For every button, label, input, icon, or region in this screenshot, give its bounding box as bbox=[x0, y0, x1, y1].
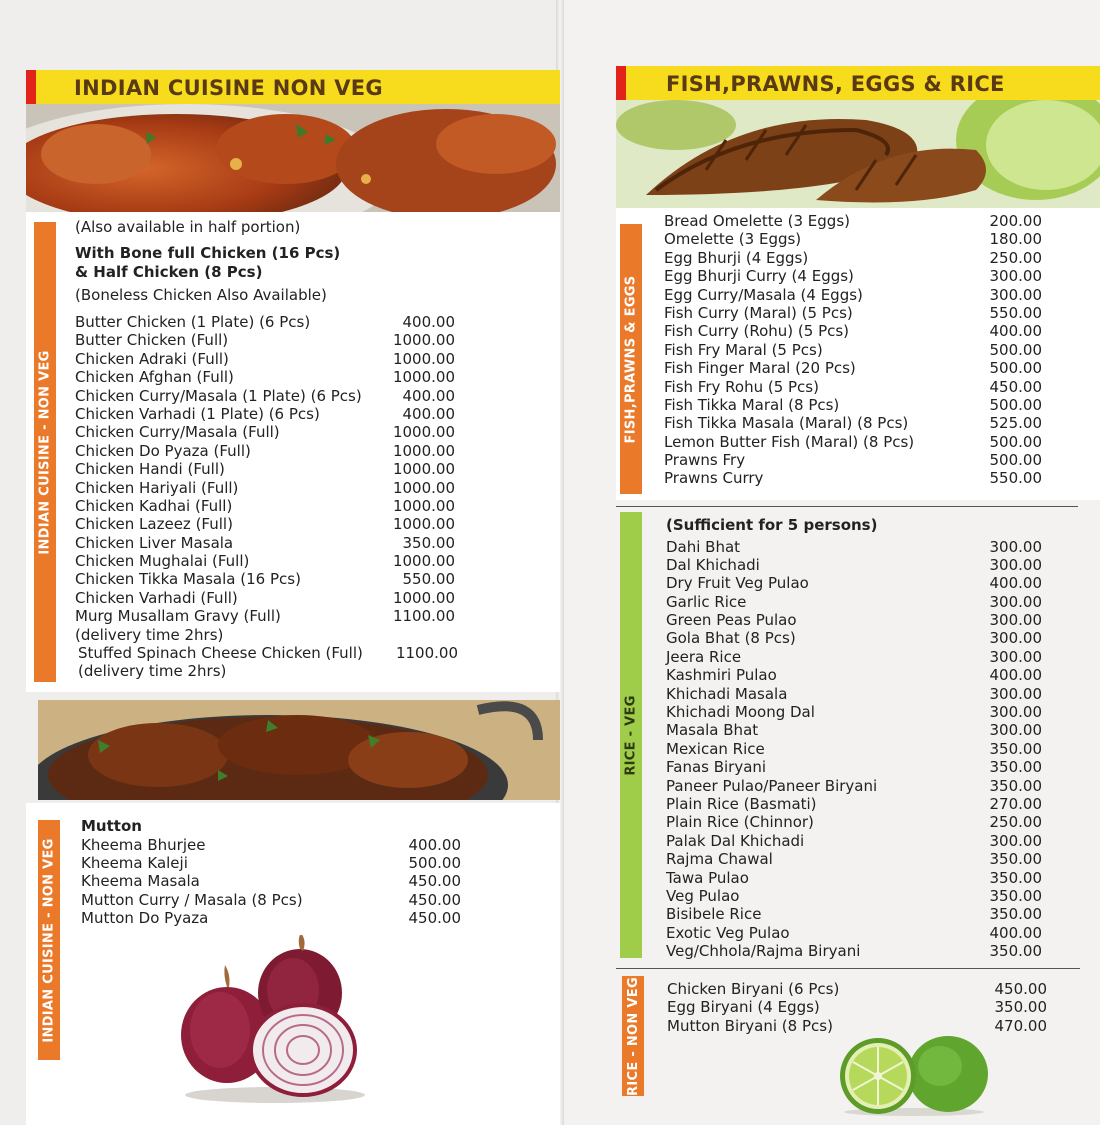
menu-item-row bbox=[664, 469, 1064, 487]
menu-item-row bbox=[75, 607, 475, 625]
menu-item-name: Chicken Lazeez (Full) bbox=[75, 515, 233, 534]
menu-item-price: 270.00 bbox=[989, 794, 1042, 813]
menu-item-name: Chicken Tikka Masala (16 Pcs) bbox=[75, 570, 301, 589]
menu-item-name: Plain Rice (Chinnor) bbox=[666, 813, 814, 832]
menu-item-row bbox=[664, 304, 1064, 322]
menu-item-row bbox=[664, 359, 1064, 377]
side-tab-label: RICE - NON VEG bbox=[625, 976, 641, 1096]
menu-item-name: Chicken Biryani (6 Pcs) bbox=[667, 980, 840, 998]
menu-item-row bbox=[81, 872, 481, 890]
menu-item-price: 400.00 bbox=[408, 835, 461, 854]
menu-item-name: Prawns Curry bbox=[664, 469, 764, 488]
menu-item-price: 350.00 bbox=[989, 868, 1042, 887]
menu-item-row bbox=[75, 515, 475, 533]
menu-item-row bbox=[666, 942, 1066, 960]
menu-item-name: Chicken Varhadi (1 Plate) (6 Pcs) bbox=[75, 404, 320, 423]
side-tab-label: INDIAN CUISINE - NON VEG bbox=[37, 349, 53, 555]
menu-item-price: 1000.00 bbox=[392, 331, 455, 350]
menu-item-row bbox=[666, 538, 1066, 556]
menu-item-name: Chicken Adraki (Full) bbox=[75, 349, 229, 368]
menu-item-price: 1000.00 bbox=[392, 515, 455, 534]
menu-item-name: Murg Musallam Gravy (Full) bbox=[75, 607, 281, 626]
menu-item-row bbox=[666, 593, 1066, 611]
menu-item-name: Lemon Butter Fish (Maral) (8 Pcs) bbox=[664, 432, 915, 451]
menu-item-price: 300.00 bbox=[989, 611, 1042, 630]
menu-item-row bbox=[666, 924, 1066, 942]
menu-item-price: 500.00 bbox=[989, 340, 1042, 359]
menu-item-row bbox=[666, 758, 1066, 776]
banner-indian-cuisine bbox=[26, 70, 560, 104]
menu-item-price: 1000.00 bbox=[392, 496, 455, 515]
menu-item-price: 300.00 bbox=[989, 703, 1042, 722]
menu-item-price: 350.00 bbox=[989, 758, 1042, 777]
divider-rice-nonveg bbox=[616, 968, 1080, 969]
menu-item-price: 300.00 bbox=[989, 684, 1042, 703]
menu-item-price: 350.00 bbox=[994, 998, 1047, 1017]
banner-fish-rice bbox=[616, 66, 1100, 100]
menu-item-name: Prawns Fry bbox=[664, 451, 746, 470]
menu-item-name: Chicken Handi (Full) bbox=[75, 460, 225, 479]
mutton-heading: Mutton bbox=[81, 817, 142, 835]
menu-item-row bbox=[664, 341, 1064, 359]
menu-item-row bbox=[664, 322, 1064, 340]
menu-item-price: 400.00 bbox=[989, 322, 1042, 341]
side-tab-rice-nonveg bbox=[622, 976, 644, 1096]
menu-item-price: 1000.00 bbox=[392, 349, 455, 368]
menu-item-row bbox=[664, 451, 1064, 469]
menu-item-row bbox=[666, 648, 1066, 666]
menu-item-price: 400.00 bbox=[989, 574, 1042, 593]
onions-illustration bbox=[175, 935, 380, 1105]
menu-item-price: 500.00 bbox=[989, 395, 1042, 414]
menu-item-name: Fish Fry Rohu (5 Pcs) bbox=[664, 377, 819, 396]
menu-item-price: 550.00 bbox=[402, 570, 455, 589]
menu-item-row bbox=[666, 905, 1066, 923]
menu-item-row bbox=[666, 685, 1066, 703]
menu-item-price: 1100.00 bbox=[392, 607, 455, 626]
menu-item-price: 400.00 bbox=[989, 666, 1042, 685]
banner-title: FISH,PRAWNS, EGGS & RICE bbox=[666, 72, 1005, 96]
menu-item-price: 450.00 bbox=[408, 890, 461, 909]
menu-item-price: 250.00 bbox=[989, 813, 1042, 832]
side-tab-label: RICE - VEG bbox=[623, 694, 639, 776]
menu-item-price: 300.00 bbox=[989, 555, 1042, 574]
menu-item-row bbox=[666, 740, 1066, 758]
side-tab-fish bbox=[620, 224, 642, 494]
chicken-menu-list bbox=[75, 218, 475, 681]
menu-item-price: 1000.00 bbox=[392, 460, 455, 479]
menu-item-row bbox=[78, 662, 475, 680]
menu-item-row bbox=[667, 980, 1067, 998]
menu-item-row bbox=[75, 460, 475, 478]
menu-item-price: 500.00 bbox=[989, 451, 1042, 470]
menu-item-name: Masala Bhat bbox=[666, 721, 759, 740]
menu-item-name: (delivery time 2hrs) bbox=[75, 625, 224, 644]
menu-item-price: 450.00 bbox=[408, 872, 461, 891]
menu-item-row bbox=[81, 909, 481, 927]
menu-item-price: 525.00 bbox=[989, 414, 1042, 433]
chicken-curry-photo bbox=[26, 104, 560, 212]
side-tab-rice-veg bbox=[620, 512, 642, 958]
menu-item-name: Chicken Do Pyaza (Full) bbox=[75, 441, 251, 460]
menu-item-row bbox=[666, 887, 1066, 905]
menu-item-price: 350.00 bbox=[989, 850, 1042, 869]
menu-item-row bbox=[75, 497, 475, 515]
menu-item-name: Fish Fry Maral (5 Pcs) bbox=[664, 340, 823, 359]
menu-item-name: Rajma Chawal bbox=[666, 850, 773, 869]
menu-item-name: Chicken Kadhai (Full) bbox=[75, 496, 233, 515]
menu-item-name: Green Peas Pulao bbox=[666, 611, 797, 630]
menu-item-name: Fish Tikka Masala (Maral) (8 Pcs) bbox=[664, 414, 909, 433]
menu-item-name: Kheema Kaleji bbox=[81, 853, 188, 872]
menu-item-name: Tawa Pulao bbox=[666, 868, 749, 887]
menu-item-name: Fanas Biryani bbox=[666, 758, 767, 777]
menu-item-row bbox=[664, 267, 1064, 285]
menu-item-price: 350.00 bbox=[989, 776, 1042, 795]
menu-item-name: Garlic Rice bbox=[666, 592, 747, 611]
menu-item-row bbox=[666, 777, 1066, 795]
menu-item-name: Mutton Curry / Masala (8 Pcs) bbox=[81, 890, 303, 909]
menu-item-row bbox=[666, 795, 1066, 813]
menu-item-row bbox=[664, 378, 1064, 396]
mutton-menu-list bbox=[81, 817, 481, 927]
menu-item-row bbox=[75, 570, 475, 588]
menu-item-name: Chicken Liver Masala bbox=[75, 533, 234, 552]
menu-item-row bbox=[75, 479, 475, 497]
menu-item-row bbox=[75, 423, 475, 441]
menu-item-name: Stuffed Spinach Cheese Chicken (Full) bbox=[78, 644, 363, 663]
menu-item-price: 450.00 bbox=[989, 377, 1042, 396]
menu-item-price: 250.00 bbox=[989, 248, 1042, 267]
menu-item-name: Veg/Chhola/Rajma Biryani bbox=[666, 942, 861, 961]
menu-item-name: Fish Tikka Maral (8 Pcs) bbox=[664, 395, 840, 414]
rice-veg-heading: (Sufficient for 5 persons) bbox=[666, 516, 878, 534]
mutton-items bbox=[81, 836, 481, 928]
menu-item-row bbox=[666, 574, 1066, 592]
menu-item-price: 350.00 bbox=[989, 905, 1042, 924]
menu-item-price: 550.00 bbox=[989, 469, 1042, 488]
menu-item-row bbox=[666, 869, 1066, 887]
fish-menu-list bbox=[664, 212, 1064, 488]
menu-item-row bbox=[664, 212, 1064, 230]
menu-item-row bbox=[81, 891, 481, 909]
menu-item-name: Egg Curry/Masala (4 Eggs) bbox=[664, 285, 863, 304]
menu-item-row bbox=[666, 629, 1066, 647]
menu-item-name: Fish Finger Maral (20 Pcs) bbox=[664, 359, 856, 378]
menu-item-price: 300.00 bbox=[989, 831, 1042, 850]
menu-item-row bbox=[666, 832, 1066, 850]
menu-item-name: Plain Rice (Basmati) bbox=[666, 794, 817, 813]
side-tab-label: INDIAN CUISINE - NON VEG bbox=[41, 837, 57, 1043]
menu-item-price: 550.00 bbox=[989, 303, 1042, 322]
menu-item-row bbox=[664, 249, 1064, 267]
menu-item-name: Paneer Pulao/Paneer Biryani bbox=[666, 776, 878, 795]
fish-items bbox=[664, 212, 1064, 488]
menu-item-name: Dal Khichadi bbox=[666, 555, 760, 574]
divider-fish-rice bbox=[616, 506, 1078, 507]
menu-item-price: 350.00 bbox=[989, 886, 1042, 905]
menu-item-row bbox=[75, 405, 475, 423]
menu-item-price: 400.00 bbox=[402, 404, 455, 423]
menu-item-price: 470.00 bbox=[994, 1016, 1047, 1035]
menu-item-name: Egg Biryani (4 Eggs) bbox=[667, 998, 820, 1017]
banner-red-accent bbox=[26, 70, 36, 104]
boneless-note: (Boneless Chicken Also Available) bbox=[75, 286, 327, 304]
fish-fry-photo bbox=[616, 100, 1100, 208]
menu-item-row bbox=[75, 589, 475, 607]
menu-item-name: Palak Dal Khichadi bbox=[666, 831, 805, 850]
menu-item-name: Fish Curry (Rohu) (5 Pcs) bbox=[664, 322, 850, 341]
menu-item-row bbox=[667, 998, 1067, 1016]
menu-item-price: 350.00 bbox=[989, 942, 1042, 961]
menu-item-price: 300.00 bbox=[989, 267, 1042, 286]
menu-item-price: 1100.00 bbox=[395, 644, 458, 663]
menu-item-name: Egg Bhurji Curry (4 Eggs) bbox=[664, 267, 854, 286]
banner-red-accent bbox=[616, 66, 626, 100]
menu-item-row bbox=[666, 721, 1066, 739]
menu-item-price: 1000.00 bbox=[392, 368, 455, 387]
menu-item-price: 450.00 bbox=[408, 909, 461, 928]
menu-item-price: 180.00 bbox=[989, 230, 1042, 249]
menu-item-name: Jeera Rice bbox=[666, 647, 742, 666]
menu-item-row bbox=[664, 286, 1064, 304]
menu-item-price: 300.00 bbox=[989, 537, 1042, 556]
menu-item-name: Chicken Afghan (Full) bbox=[75, 368, 234, 387]
menu-item-price: 350.00 bbox=[989, 739, 1042, 758]
menu-item-name: Mutton Do Pyaza bbox=[81, 909, 209, 928]
menu-item-row bbox=[664, 414, 1064, 432]
menu-item-name: Exotic Veg Pulao bbox=[666, 923, 790, 942]
menu-item-name: Chicken Curry/Masala (Full) bbox=[75, 423, 280, 442]
menu-item-name: Gola Bhat (8 Pcs) bbox=[666, 629, 796, 648]
menu-item-row bbox=[666, 666, 1066, 684]
menu-item-row bbox=[81, 854, 481, 872]
menu-item-name: Egg Bhurji (4 Eggs) bbox=[664, 248, 809, 267]
menu-item-row bbox=[666, 556, 1066, 574]
menu-item-name: Kheema Masala bbox=[81, 872, 200, 891]
menu-item-name: Mexican Rice bbox=[666, 739, 765, 758]
menu-item-row bbox=[75, 387, 475, 405]
menu-item-row bbox=[75, 626, 475, 644]
menu-item-price: 400.00 bbox=[402, 386, 455, 405]
chicken-heading-line1: With Bone full Chicken (16 Pcs) bbox=[75, 244, 341, 262]
menu-item-row bbox=[75, 313, 475, 331]
menu-item-name: Omelette (3 Eggs) bbox=[664, 230, 802, 249]
menu-item-price: 1000.00 bbox=[392, 441, 455, 460]
menu-item-row bbox=[664, 433, 1064, 451]
menu-item-price: 500.00 bbox=[989, 432, 1042, 451]
menu-item-price: 300.00 bbox=[989, 721, 1042, 740]
menu-item-row bbox=[75, 552, 475, 570]
rice-veg-menu-list bbox=[666, 516, 1066, 960]
menu-item-name: Dry Fruit Veg Pulao bbox=[666, 574, 809, 593]
rice-veg-items bbox=[666, 538, 1066, 961]
menu-item-name: Fish Curry (Maral) (5 Pcs) bbox=[664, 303, 853, 322]
side-tab-chicken bbox=[34, 222, 56, 682]
menu-item-price: 450.00 bbox=[994, 980, 1047, 998]
menu-item-row bbox=[75, 368, 475, 386]
menu-item-row bbox=[75, 534, 475, 552]
menu-item-price: 300.00 bbox=[989, 592, 1042, 611]
menu-item-name: Khichadi Moong Dal bbox=[666, 703, 815, 722]
menu-item-name: Chicken Mughalai (Full) bbox=[75, 552, 250, 571]
menu-item-price: 1000.00 bbox=[392, 588, 455, 607]
menu-item-name: Bread Omelette (3 Eggs) bbox=[664, 212, 850, 230]
side-tab-label: FISH,PRAWNS & EGGS bbox=[623, 275, 639, 443]
chicken-heading-line2: & Half Chicken (8 Pcs) bbox=[75, 262, 263, 281]
menu-item-row bbox=[75, 331, 475, 349]
menu-item-name: Veg Pulao bbox=[666, 886, 740, 905]
menu-item-name: Kheema Bhurjee bbox=[81, 835, 206, 854]
menu-item-row bbox=[78, 644, 475, 662]
menu-item-name: Chicken Varhadi (Full) bbox=[75, 588, 238, 607]
menu-item-price: 400.00 bbox=[989, 923, 1042, 942]
menu-item-price: 500.00 bbox=[989, 359, 1042, 378]
menu-item-name: Bisibele Rice bbox=[666, 905, 762, 924]
menu-item-row bbox=[666, 850, 1066, 868]
menu-item-row bbox=[81, 836, 481, 854]
menu-item-price: 400.00 bbox=[402, 313, 455, 331]
menu-item-name: Mutton Biryani (8 Pcs) bbox=[667, 1016, 833, 1035]
menu-item-price: 500.00 bbox=[408, 853, 461, 872]
menu-item-price: 350.00 bbox=[402, 533, 455, 552]
limes-illustration bbox=[836, 1026, 991, 1116]
menu-item-price: 300.00 bbox=[989, 647, 1042, 666]
half-portion-note: (Also available in half portion) bbox=[75, 218, 301, 236]
menu-item-price: 200.00 bbox=[989, 212, 1042, 230]
menu-item-name: Butter Chicken (1 Plate) (6 Pcs) bbox=[75, 313, 311, 331]
menu-item-row bbox=[666, 813, 1066, 831]
menu-item-row bbox=[75, 350, 475, 368]
menu-item-row bbox=[664, 396, 1064, 414]
menu-item-name: (delivery time 2hrs) bbox=[78, 662, 227, 681]
menu-item-row bbox=[75, 442, 475, 460]
menu-item-name: Khichadi Masala bbox=[666, 684, 788, 703]
menu-item-name: Dahi Bhat bbox=[666, 537, 741, 556]
chicken-items bbox=[75, 313, 475, 681]
menu-item-row bbox=[664, 230, 1064, 248]
menu-item-price: 1000.00 bbox=[392, 423, 455, 442]
menu-item-price: 300.00 bbox=[989, 285, 1042, 304]
kadai-chicken-photo bbox=[38, 700, 560, 800]
menu-item-price: 1000.00 bbox=[392, 478, 455, 497]
menu-item-name: Chicken Curry/Masala (1 Plate) (6 Pcs) bbox=[75, 386, 362, 405]
menu-item-price: 1000.00 bbox=[392, 552, 455, 571]
menu-item-name: Kashmiri Pulao bbox=[666, 666, 777, 685]
menu-item-name: Chicken Hariyali (Full) bbox=[75, 478, 239, 497]
menu-item-price: 300.00 bbox=[989, 629, 1042, 648]
menu-item-row bbox=[666, 703, 1066, 721]
menu-item-name: Butter Chicken (Full) bbox=[75, 331, 229, 350]
menu-item-row bbox=[666, 611, 1066, 629]
side-tab-mutton bbox=[38, 820, 60, 1060]
banner-title: INDIAN CUISINE NON VEG bbox=[74, 76, 383, 100]
